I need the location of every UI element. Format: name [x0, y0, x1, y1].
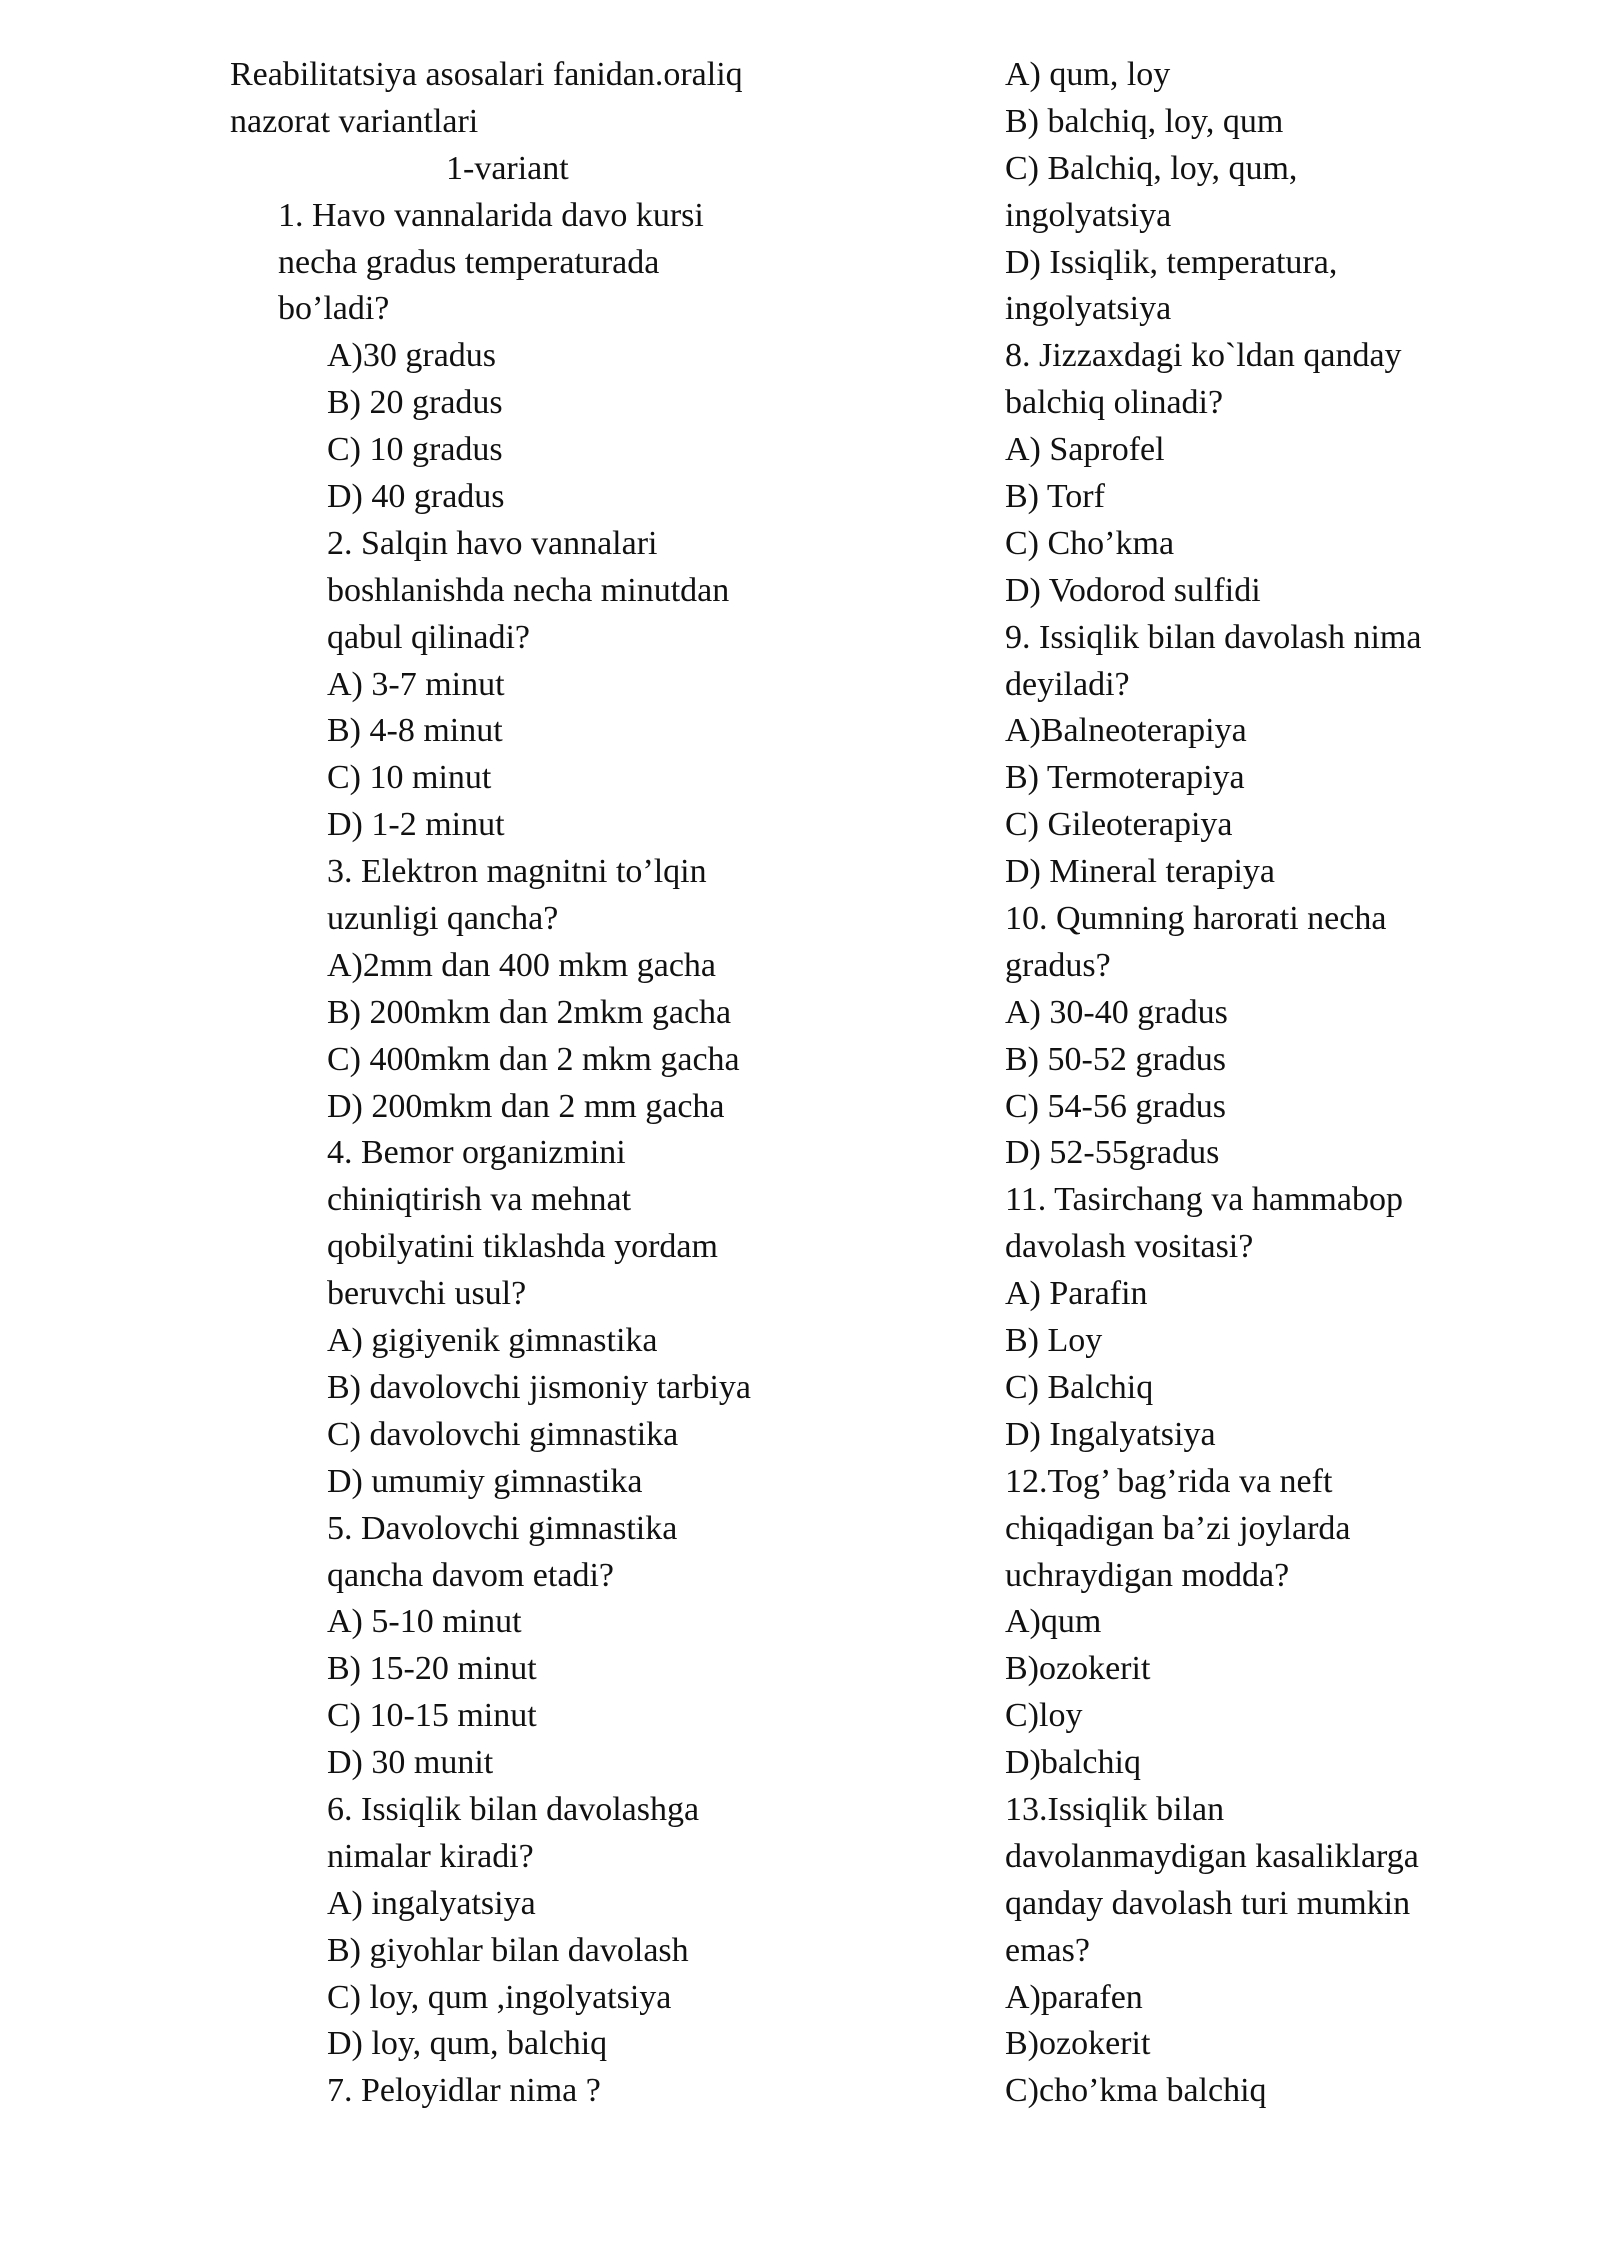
question-text: chiqadigan ba’zi joylarda: [1005, 1509, 1351, 1547]
answer-option: C) Gileoterapiya: [1005, 806, 1233, 844]
left-column: [230, 52, 850, 2115]
answer-option: C) 10-15 minut: [327, 1697, 537, 1735]
document-title: nazorat variantlari: [230, 102, 479, 140]
answer-option: D) 52-55gradus: [1005, 1134, 1220, 1172]
answer-option: B)ozokerit: [1005, 1650, 1151, 1688]
answer-option: B) Termoterapiya: [1005, 759, 1245, 797]
question-text: nimalar kiradi?: [327, 1837, 534, 1875]
document-title: Reabilitatsiya asosalari fanidan.oraliq: [230, 56, 743, 93]
answer-option: D) 200mkm dan 2 mm gacha: [327, 1087, 725, 1125]
question-text: 4. Bemor organizmini: [327, 1134, 626, 1172]
question-text: 5. Davolovchi gimnastika: [327, 1509, 678, 1547]
question-text: 13.Issiqlik bilan: [1005, 1790, 1225, 1828]
answer-option: C) davolovchi gimnastika: [327, 1415, 679, 1453]
answer-option: A)Balneoterapiya: [1005, 712, 1247, 750]
answer-option: B) 20 gradus: [327, 384, 503, 422]
answer-option: ingolyatsiya: [1005, 290, 1172, 328]
variant-heading: 1-variant: [446, 149, 569, 187]
answer-option: A) qum, loy: [1005, 56, 1171, 93]
answer-option: D)balchiq: [1005, 1744, 1141, 1782]
answer-option: A) 30-40 gradus: [1005, 993, 1228, 1031]
answer-option: C) Balchiq: [1005, 1368, 1154, 1406]
answer-option: D) 1-2 minut: [327, 806, 505, 844]
answer-option: A)30 gradus: [327, 337, 497, 375]
answer-option: A) 5-10 minut: [327, 1603, 522, 1641]
question-text: uchraydigan modda?: [1005, 1556, 1290, 1594]
answer-option: C) 54-56 gradus: [1005, 1087, 1226, 1125]
question-text: beruvchi usul?: [327, 1275, 527, 1313]
question-text: 3. Elektron magnitni to’lqin: [327, 853, 707, 891]
answer-option: D) 40 gradus: [327, 478, 505, 516]
answer-option: B) 4-8 minut: [327, 712, 503, 750]
question-text: necha gradus temperaturada: [278, 243, 660, 281]
question-text: emas?: [1005, 1931, 1090, 1969]
answer-option: C) 400mkm dan 2 mkm gacha: [327, 1040, 740, 1078]
answer-option: D) Mineral terapiya: [1005, 853, 1275, 891]
right-column: [1005, 52, 1565, 2115]
question-text: 7. Peloyidlar nima ?: [327, 2072, 601, 2110]
answer-option: D) Vodorod sulfidi: [1005, 571, 1261, 609]
question-text: balchiq olinadi?: [1005, 384, 1224, 422]
answer-option: A) Saprofel: [1005, 431, 1165, 469]
question-text: 12.Tog’ bag’rida va neft: [1005, 1462, 1333, 1500]
answer-option: A)parafen: [1005, 1978, 1143, 2016]
answer-option: B)ozokerit: [1005, 2025, 1151, 2063]
answer-option: C) Balchiq, loy, qum,: [1005, 149, 1298, 187]
question-text: qabul qilinadi?: [327, 618, 531, 656]
question-text: gradus?: [1005, 946, 1111, 984]
answer-option: D) loy, qum, balchiq: [327, 2025, 608, 2063]
question-text: qobilyatini tiklashda yordam: [327, 1228, 718, 1266]
answer-option: C) loy, qum ,ingolyatsiya: [327, 1978, 672, 2016]
question-text: 10. Qumning harorati necha: [1005, 900, 1387, 938]
answer-option: B) 200mkm dan 2mkm gacha: [327, 993, 732, 1031]
answer-option: B) Torf: [1005, 478, 1105, 516]
answer-option: D) 30 munit: [327, 1744, 494, 1782]
question-text: qancha davom etadi?: [327, 1556, 614, 1594]
question-text: deyiladi?: [1005, 665, 1130, 703]
answer-option: A) 3-7 minut: [327, 665, 505, 703]
answer-option: B) balchiq, loy, qum: [1005, 102, 1284, 140]
answer-option: B) giyohlar bilan davolash: [327, 1931, 689, 1969]
question-text: 11. Tasirchang va hammabop: [1005, 1181, 1403, 1219]
question-text: 2. Salqin havo vannalari: [327, 524, 658, 562]
answer-option: B) davolovchi jismoniy tarbiya: [327, 1368, 751, 1406]
answer-option: D) Ingalyatsiya: [1005, 1415, 1216, 1453]
answer-option: C)cho’kma balchiq: [1005, 2072, 1267, 2110]
question-text: 9. Issiqlik bilan davolash nima: [1005, 618, 1422, 656]
question-text: qanday davolash turi mumkin: [1005, 1884, 1411, 1922]
question-text: davolanmaydigan kasaliklarga: [1005, 1837, 1419, 1875]
question-text: boshlanishda necha minutdan: [327, 571, 730, 609]
answer-option: C) 10 gradus: [327, 431, 503, 469]
answer-option: B) 50-52 gradus: [1005, 1040, 1226, 1078]
question-text: 8. Jizzaxdagi ko`ldan qanday: [1005, 337, 1402, 375]
question-text: uzunligi qancha?: [327, 900, 559, 938]
answer-option: A) ingalyatsiya: [327, 1884, 536, 1922]
answer-option: ingolyatsiya: [1005, 196, 1172, 234]
answer-option: C) Cho’kma: [1005, 524, 1175, 562]
answer-option: A) gigiyenik gimnastika: [327, 1322, 658, 1360]
question-text: 6. Issiqlik bilan davolashga: [327, 1790, 700, 1828]
answer-option: D) Issiqlik, temperatura,: [1005, 243, 1338, 281]
question-text: chiniqtirish va mehnat: [327, 1181, 632, 1219]
answer-option: B) Loy: [1005, 1322, 1103, 1360]
question-text: 1. Havo vannalarida davo kursi: [278, 196, 704, 234]
answer-option: A)qum: [1005, 1603, 1102, 1641]
answer-option: A)2mm dan 400 mkm gacha: [327, 946, 717, 984]
answer-option: C)loy: [1005, 1697, 1083, 1735]
answer-option: B) 15-20 minut: [327, 1650, 537, 1688]
question-text: davolash vositasi?: [1005, 1228, 1254, 1266]
answer-option: D) umumiy gimnastika: [327, 1462, 643, 1500]
answer-option: C) 10 minut: [327, 759, 492, 797]
question-text: bo’ladi?: [278, 290, 390, 328]
answer-option: A) Parafin: [1005, 1275, 1148, 1313]
